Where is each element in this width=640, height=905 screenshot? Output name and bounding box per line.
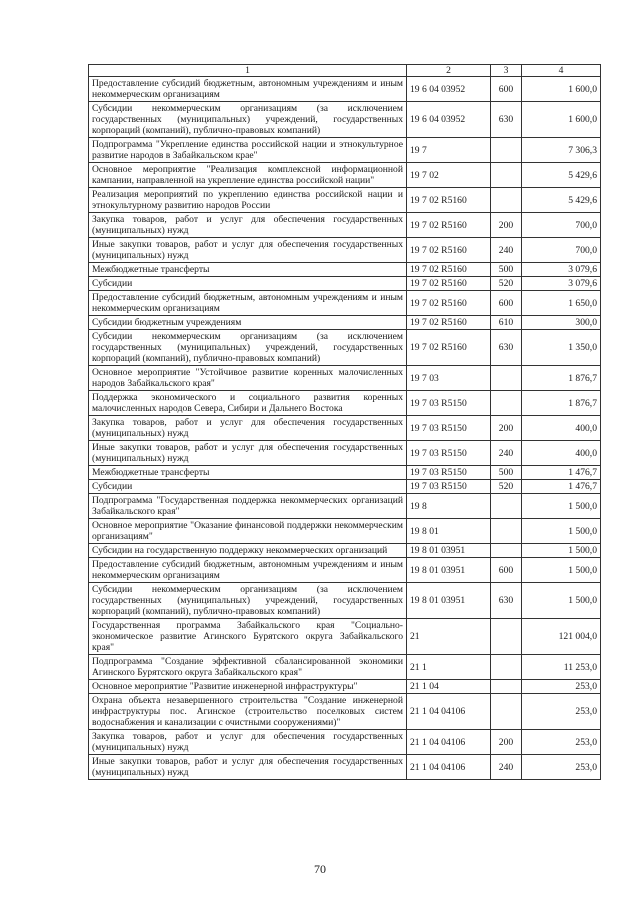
row-sum-cell: 3 079,6 xyxy=(522,263,601,277)
table-row xyxy=(89,694,601,730)
row-sum-cell: 700,0 xyxy=(522,213,601,238)
row-name-cell: Основное мероприятие "Устойчивое развитие коренных малочисленных народов Забайкальского края" xyxy=(89,366,407,391)
row-code-cell: 19 7 02 R5160 xyxy=(407,291,491,316)
row-code-cell: 19 7 03 R5150 xyxy=(407,391,491,416)
row-sum-cell: 1 876,7 xyxy=(522,366,601,391)
row-name-cell: Иные закупки товаров, работ и услуг для обеспечения государственных (муниципальных) нужд xyxy=(89,441,407,466)
row-name-cell: Межбюджетные трансферты xyxy=(89,263,407,277)
row-type-cell: 240 xyxy=(491,755,522,780)
table-row xyxy=(89,519,601,544)
row-code-cell: 19 7 xyxy=(407,138,491,163)
row-code-cell: 19 7 02 R5160 xyxy=(407,330,491,366)
table-row xyxy=(89,583,601,619)
header-cell-type: 3 xyxy=(491,65,522,77)
row-type-cell: 630 xyxy=(491,583,522,619)
row-type-cell: 200 xyxy=(491,730,522,755)
row-name-cell: Субсидии бюджетным учреждениям xyxy=(89,316,407,330)
row-type-cell xyxy=(491,519,522,544)
header-cell-code: 2 xyxy=(407,65,491,77)
row-type-cell xyxy=(491,680,522,694)
table-row xyxy=(89,316,601,330)
row-name-cell: Реализация мероприятий по укреплению единства российской нации и этнокультурному развитию народов России xyxy=(89,188,407,213)
row-code-cell: 19 7 02 R5160 xyxy=(407,213,491,238)
row-name-cell: Закупка товаров, работ и услуг для обеспечения государственных (муниципальных) нужд xyxy=(89,416,407,441)
row-sum-cell: 5 429,6 xyxy=(522,188,601,213)
table-row xyxy=(89,544,601,558)
row-name-cell: Субсидии xyxy=(89,277,407,291)
row-code-cell: 19 7 03 R5150 xyxy=(407,480,491,494)
row-name-cell: Предоставление субсидий бюджетным, автономным учреждениям и иным некоммерческим организациям xyxy=(89,558,407,583)
table-row xyxy=(89,77,601,102)
row-sum-cell: 400,0 xyxy=(522,441,601,466)
row-name-cell: Основное мероприятие "Развитие инженерной инфраструктуры" xyxy=(89,680,407,694)
table-header-row xyxy=(89,65,601,77)
row-name-cell: Предоставление субсидий бюджетным, автономным учреждениям и иным некоммерческим организациям xyxy=(89,77,407,102)
row-sum-cell: 11 253,0 xyxy=(522,655,601,680)
row-type-cell: 600 xyxy=(491,558,522,583)
row-name-cell: Субсидии некоммерческим организациям (за исключением государственных (муниципальных) учреждений, государственных корпораций (компаний), публично-правовых компаний) xyxy=(89,102,407,138)
table-row xyxy=(89,558,601,583)
row-name-cell: Основное мероприятие "Реализация комплексной информационной кампании, направленной на укрепление единства российской нации" xyxy=(89,163,407,188)
row-name-cell: Закупка товаров, работ и услуг для обеспечения государственных (муниципальных) нужд xyxy=(89,730,407,755)
row-sum-cell: 253,0 xyxy=(522,730,601,755)
row-sum-cell: 1 600,0 xyxy=(522,102,601,138)
row-name-cell: Субсидии xyxy=(89,480,407,494)
row-name-cell: Закупка товаров, работ и услуг для обеспечения государственных (муниципальных) нужд xyxy=(89,213,407,238)
row-code-cell: 19 7 02 R5160 xyxy=(407,263,491,277)
row-type-cell: 200 xyxy=(491,213,522,238)
row-sum-cell: 1 476,7 xyxy=(522,466,601,480)
table-row xyxy=(89,213,601,238)
row-type-cell: 520 xyxy=(491,277,522,291)
row-sum-cell: 1 350,0 xyxy=(522,330,601,366)
row-sum-cell: 1 876,7 xyxy=(522,391,601,416)
row-sum-cell: 1 500,0 xyxy=(522,519,601,544)
row-name-cell: Иные закупки товаров, работ и услуг для обеспечения государственных (муниципальных) нужд xyxy=(89,755,407,780)
table-row xyxy=(89,494,601,519)
row-code-cell: 19 8 01 03951 xyxy=(407,583,491,619)
row-type-cell xyxy=(491,619,522,655)
row-name-cell: Иные закупки товаров, работ и услуг для обеспечения государственных (муниципальных) нужд xyxy=(89,238,407,263)
row-sum-cell: 1 500,0 xyxy=(522,544,601,558)
row-sum-cell: 300,0 xyxy=(522,316,601,330)
row-code-cell: 19 7 02 xyxy=(407,163,491,188)
row-code-cell: 19 6 04 03952 xyxy=(407,77,491,102)
table-row xyxy=(89,466,601,480)
row-sum-cell: 1 500,0 xyxy=(522,583,601,619)
row-type-cell: 630 xyxy=(491,102,522,138)
row-code-cell: 19 7 03 R5150 xyxy=(407,441,491,466)
row-code-cell: 19 8 01 xyxy=(407,519,491,544)
row-type-cell: 520 xyxy=(491,480,522,494)
row-type-cell: 240 xyxy=(491,238,522,263)
budget-table xyxy=(88,64,601,780)
row-type-cell xyxy=(491,138,522,163)
row-type-cell: 610 xyxy=(491,316,522,330)
row-sum-cell: 7 306,3 xyxy=(522,138,601,163)
table-row xyxy=(89,730,601,755)
row-code-cell: 19 7 02 R5160 xyxy=(407,238,491,263)
table-row xyxy=(89,102,601,138)
table-row xyxy=(89,366,601,391)
row-name-cell: Основное мероприятие "Оказание финансовой поддержки некоммерческим организациям" xyxy=(89,519,407,544)
row-type-cell xyxy=(491,366,522,391)
row-type-cell: 500 xyxy=(491,466,522,480)
row-code-cell: 19 7 03 xyxy=(407,366,491,391)
header-cell-name: 1 xyxy=(89,65,407,77)
row-code-cell: 21 1 04 04106 xyxy=(407,755,491,780)
row-type-cell xyxy=(491,188,522,213)
row-code-cell: 21 1 04 04106 xyxy=(407,730,491,755)
row-type-cell xyxy=(491,494,522,519)
row-type-cell: 240 xyxy=(491,441,522,466)
table-row xyxy=(89,391,601,416)
table-row xyxy=(89,138,601,163)
row-code-cell: 19 8 01 03951 xyxy=(407,544,491,558)
row-type-cell: 600 xyxy=(491,77,522,102)
row-name-cell: Субсидии на государственную поддержку некоммерческих организаций xyxy=(89,544,407,558)
row-code-cell: 19 7 02 R5160 xyxy=(407,188,491,213)
row-code-cell: 19 8 xyxy=(407,494,491,519)
row-code-cell: 19 7 03 R5150 xyxy=(407,416,491,441)
row-type-cell xyxy=(491,163,522,188)
row-code-cell: 19 6 04 03952 xyxy=(407,102,491,138)
row-name-cell: Субсидии некоммерческим организациям (за исключением государственных (муниципальных) учреждений, государственных корпораций (компаний), публично-правовых компаний) xyxy=(89,583,407,619)
row-code-cell: 19 7 02 R5160 xyxy=(407,316,491,330)
table-row xyxy=(89,330,601,366)
table-row xyxy=(89,238,601,263)
row-code-cell: 21 xyxy=(407,619,491,655)
table-row xyxy=(89,291,601,316)
row-name-cell: Подпрограмма "Создание эффективной сбалансированной экономики Агинского Бурятского округа Забайкальского края" xyxy=(89,655,407,680)
table-row xyxy=(89,277,601,291)
row-sum-cell: 1 500,0 xyxy=(522,558,601,583)
row-name-cell: Поддержка экономического и социального развития коренных малочисленных народов Севера, Сибири и Дальнего Востока xyxy=(89,391,407,416)
row-type-cell: 500 xyxy=(491,263,522,277)
table-row xyxy=(89,680,601,694)
table-row xyxy=(89,416,601,441)
row-type-cell: 200 xyxy=(491,416,522,441)
row-sum-cell: 1 650,0 xyxy=(522,291,601,316)
table-row xyxy=(89,263,601,277)
row-sum-cell: 700,0 xyxy=(522,238,601,263)
row-type-cell xyxy=(491,391,522,416)
row-type-cell xyxy=(491,544,522,558)
table-row xyxy=(89,441,601,466)
row-code-cell: 19 8 01 03951 xyxy=(407,558,491,583)
row-type-cell: 630 xyxy=(491,330,522,366)
row-sum-cell: 1 500,0 xyxy=(522,494,601,519)
row-code-cell: 21 1 04 04106 xyxy=(407,694,491,730)
row-type-cell xyxy=(491,655,522,680)
page-number: 70 xyxy=(314,862,326,876)
row-name-cell: Предоставление субсидий бюджетным, автономным учреждениям и иным некоммерческим организациям xyxy=(89,291,407,316)
row-name-cell: Межбюджетные трансферты xyxy=(89,466,407,480)
row-sum-cell: 1 476,7 xyxy=(522,480,601,494)
row-sum-cell: 1 600,0 xyxy=(522,77,601,102)
row-sum-cell: 121 004,0 xyxy=(522,619,601,655)
row-code-cell: 19 7 03 R5150 xyxy=(407,466,491,480)
table-row xyxy=(89,655,601,680)
table-row xyxy=(89,480,601,494)
row-sum-cell: 253,0 xyxy=(522,680,601,694)
row-type-cell xyxy=(491,694,522,730)
row-type-cell: 600 xyxy=(491,291,522,316)
row-name-cell: Подпрограмма "Укрепление единства российской нации и этнокультурное развитие народов в Забайкальском крае" xyxy=(89,138,407,163)
row-sum-cell: 5 429,6 xyxy=(522,163,601,188)
table-row xyxy=(89,619,601,655)
row-name-cell: Подпрограмма "Государственная поддержка некоммерческих организаций Забайкальского края" xyxy=(89,494,407,519)
header-cell-sum: 4 xyxy=(522,65,601,77)
row-sum-cell: 3 079,6 xyxy=(522,277,601,291)
table-row xyxy=(89,188,601,213)
table-row xyxy=(89,163,601,188)
row-name-cell: Охрана объекта незавершенного строительства "Создание инженерной инфраструктуры пос. Агинское (строительство поселковых систем водоснабжения и канализации с очистными сооружениями)" xyxy=(89,694,407,730)
row-sum-cell: 253,0 xyxy=(522,755,601,780)
row-code-cell: 19 7 02 R5160 xyxy=(407,277,491,291)
row-sum-cell: 253,0 xyxy=(522,694,601,730)
row-name-cell: Субсидии некоммерческим организациям (за исключением государственных (муниципальных) учреждений, государственных корпораций (компаний), публично-правовых компаний) xyxy=(89,330,407,366)
row-sum-cell: 400,0 xyxy=(522,416,601,441)
table-row xyxy=(89,755,601,780)
row-code-cell: 21 1 xyxy=(407,655,491,680)
row-code-cell: 21 1 04 xyxy=(407,680,491,694)
row-name-cell: Государственная программа Забайкальского края "Социально-экономическое развитие Агинского Бурятского округа Забайкальского края" xyxy=(89,619,407,655)
